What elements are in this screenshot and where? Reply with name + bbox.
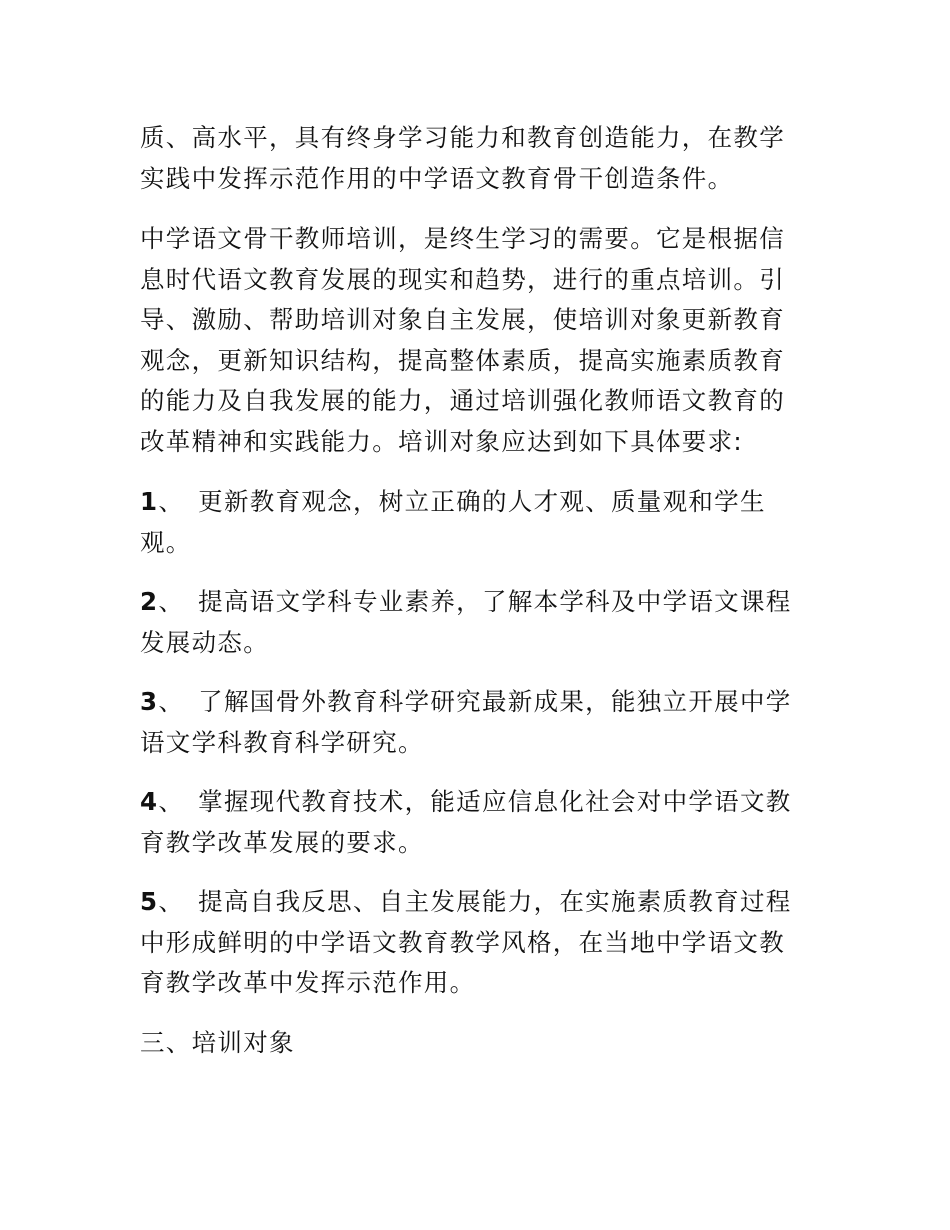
requirement-separator: 、 <box>158 487 185 516</box>
requirement-text: 提高语文学科专业素养，了解本学科及中学语文课程发展动态。 <box>140 587 792 657</box>
requirement-item-1 <box>140 482 800 563</box>
main-paragraph: 中学语文骨干教师培训，是终生学习的需要。它是根据信息时代语文教育发展的现实和趋势，进行的重点培训。引导、激励、帮助培训对象自主发展，使培训对象更新教育观念，更新知识结构，提高整体素质，提高实施素质教育的能力及自我发展的能力，通过培训强化教师语文教育的改革精神和实践能力。培训对象应达到如下具体要求: <box>140 224 785 456</box>
requirement-number: 1 <box>140 487 159 516</box>
requirement-text: 更新教育观念，树立正确的人才观、质量观和学生观。 <box>140 487 766 557</box>
requirement-text: 了解国骨外教育科学研究最新成果，能独立开展中学语文学科教育科学研究。 <box>140 687 792 757</box>
requirement-number: 2 <box>140 587 159 616</box>
requirement-number: 3 <box>140 687 159 716</box>
requirement-item-4 <box>140 782 800 863</box>
requirement-item-2 <box>140 582 800 663</box>
requirement-text: 提高自我反思、自主发展能力，在实施素质教育过程中形成鲜明的中学语文教育教学风格，在当地中学语文教育教学改革中发挥示范作用。 <box>140 887 792 997</box>
requirement-number: 5 <box>140 887 159 916</box>
requirement-separator: 、 <box>158 687 185 716</box>
section-heading: 三、培训对象 <box>140 1027 295 1057</box>
requirement-item-3 <box>140 682 800 763</box>
requirement-separator: 、 <box>158 787 185 816</box>
requirement-item-5 <box>140 882 800 1004</box>
requirement-separator: 、 <box>158 587 185 616</box>
intro-paragraph: 质、高水平，具有终身学习能力和教育创造能力，在教学实践中发挥示范作用的中学语文教育骨干创造条件。 <box>140 123 785 193</box>
document-body <box>140 118 800 1063</box>
requirement-separator: 、 <box>158 887 185 916</box>
requirement-text: 掌握现代教育技术，能适应信息化社会对中学语文教育教学改革发展的要求。 <box>140 787 792 857</box>
requirement-number: 4 <box>140 787 159 816</box>
